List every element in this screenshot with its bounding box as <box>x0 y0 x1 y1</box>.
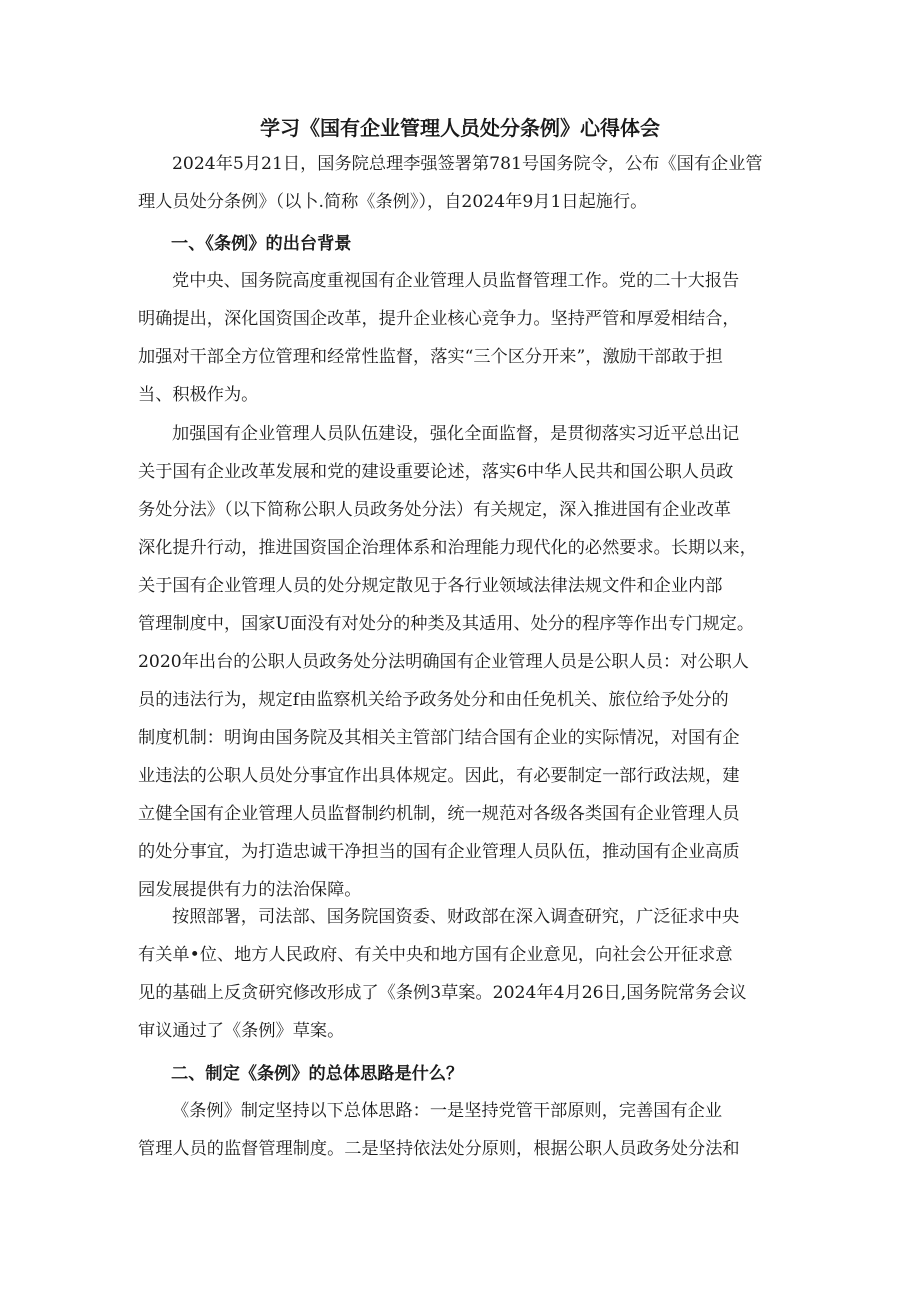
text-line: 园发展提供有力的法治保障。 <box>138 880 362 900</box>
text-line: 管理制度中，国家U面没有对处分的种类及其适用、处分的程序等作出专门规定。 <box>138 614 755 634</box>
paragraph <box>138 898 798 1050</box>
text-line: 加强对干部全方位管理和经常性监督，落实“三个区分开来”，激励干部敢于担 <box>138 347 723 367</box>
text-line: 员的违法行为，规定f由监察机关给予政务处分和由任免机关、旅位给予处分的 <box>138 690 729 710</box>
text-line: 审议通过了《条例》草案。 <box>138 1021 345 1041</box>
text-line: 党中央、国务院高度重视国有企业管理人员监督管理工作。党的二十大报告 <box>172 271 740 291</box>
text-line: 2024年5月21日，国务院总理李强签署第781号国务院令，公布《国有企业管 <box>172 154 763 174</box>
text-line: 务处分法》（以下简称公职人员政务处分法）有关规定，深入推进国有企业改革 <box>138 500 731 520</box>
text-line: 关于国有企业改革发展和党的建设重要论述，落实6中华人民共和国公职人员政 <box>138 462 734 482</box>
text-line: 加强国有企业管理人员队伍建设，强化全面监督，是贯彻落实习近平总出记 <box>172 424 740 444</box>
text-line: 管理人员的监督管理制度。二是坚持依法处分原则，根据公职人员政务处分法和 <box>138 1139 740 1159</box>
paragraph <box>138 415 798 909</box>
text-line: 的处分事宜，为打造忠诚干净担当的国有企业管理人员队伍，推动国有企业高质 <box>138 842 740 862</box>
text-line: 《条例》制定坚持以下总体思路：一是坚持党管干部原则，完善国有企业 <box>172 1101 723 1121</box>
text-line: 关于国有企业管理人员的处分规定散见于各行业领域法律法规文件和企业内部 <box>138 576 723 596</box>
text-line: 理人员处分条例》（以卜.简称《条例》），自2024年9月1日起施行。 <box>138 192 648 212</box>
text-line: 当、积极作为。 <box>138 385 259 405</box>
intro-paragraph <box>138 145 798 221</box>
text-line: 业违法的公职人员处分事宜作出具体规定。因此，有必要制定一部行政法规，建 <box>138 766 740 786</box>
text-line: 立健全国有企业管理人员监督制约机制，统一规范对各级各类国有企业管理人员 <box>138 804 740 824</box>
paragraph <box>138 1092 798 1168</box>
paragraph <box>138 262 798 414</box>
text-line: 见的基础上反贪研究修改形成了《条例3草案。2024年4月26日,国务院常务会议 <box>138 983 747 1003</box>
document-title: 学习《国有企业管理人员处分条例》心得体会 <box>260 116 660 140</box>
text-line: 明确提出，深化国资国企改革，提升企业核心竞争力。坚持严管和厚爱相结合， <box>138 309 740 329</box>
text-line: 按照部署，司法部、国务院国资委、财政部在深入调查研究，广泛征求中央 <box>172 907 740 927</box>
section-heading-approach: 二、制定《条例》的总体思路是什么？ <box>171 1064 464 1084</box>
text-line: 有关单•位、地方人民政府、有关中央和地方国有企业意见，向社会公开征求意 <box>138 945 733 965</box>
text-line: 2020年出台的公职人员政务处分法明确国有企业管理人员是公职人员：对公职人 <box>138 652 749 672</box>
text-line: 制度机制：明询由国务院及其相关主管部门结合国有企业的实际情况，对国有企 <box>138 728 740 748</box>
section-heading-background: 一、《条例》的出台背景 <box>171 234 352 254</box>
text-line: 深化提升行动，推进国资国企治理体系和治理能力现代化的必然要求。长期以来， <box>138 538 757 558</box>
